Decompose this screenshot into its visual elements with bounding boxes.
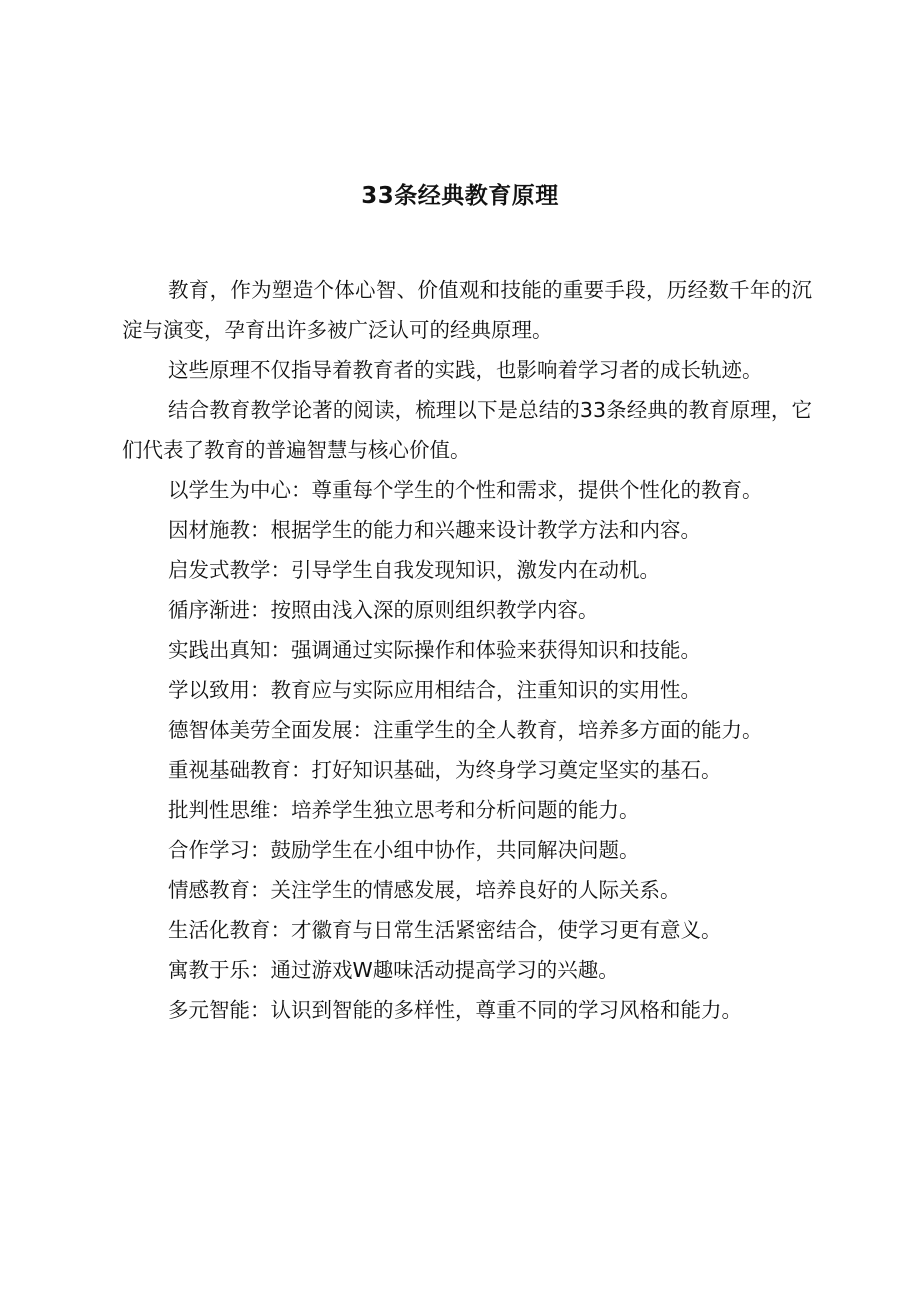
principle-item: 启发式教学：引导学生自我发现知识，激发内在动机。 [168, 558, 660, 582]
principle-item: 循序渐进：按照由浅入深的原则组织教学内容。 [168, 598, 599, 622]
principle-item: 生活化教育：才徽育与日常生活紧密结合，使学习更有意义。 [168, 918, 722, 942]
principle-item: 重视基础教育：打好知识基础，为终身学习奠定坚实的基石。 [168, 758, 722, 782]
document-title: 33条经典教育原理 [361, 183, 559, 209]
intro-paragraph-2: 这些原理不仅指导着教育者的实践，也影响着学习者的成长轨迹。 [168, 358, 763, 382]
principle-item: 情感教育：关注学生的情感发展，培养良好的人际关系。 [168, 878, 681, 902]
principle-item: 批判性思维：培养学生独立思考和分析问题的能力。 [168, 798, 640, 822]
principle-item: 实践出真知：强调通过实际操作和体验来获得知识和技能。 [168, 638, 701, 662]
intro-paragraph-1: 教育，作为塑造个体心智、价值观和技能的重要手段，历经数千年的沉淀与演变，孕育出许多被广泛认可的经典原理。 [122, 278, 812, 342]
principle-item: 寓教于乐：通过游戏W趣味活动提高学习的兴趣。 [168, 958, 619, 982]
principle-item: 多元智能：认识到智能的多样性，尊重不同的学习风格和能力。 [168, 998, 742, 1022]
principle-item: 以学生为中心：尊重每个学生的个性和需求，提供个性化的教育。 [168, 478, 763, 502]
principle-item: 合作学习：鼓励学生在小组中协作，共同解决问题。 [168, 838, 640, 862]
intro-paragraph-3: 结合教育教学论著的阅读，梳理以下是总结的33条经典的教育原理，它们代表了教育的普遍智慧与核心价值。 [122, 398, 812, 462]
principle-item: 因材施教：根据学生的能力和兴趣来设计教学方法和内容。 [168, 518, 701, 542]
principle-item: 德智体美劳全面发展：注重学生的全人教育，培养多方面的能力。 [168, 718, 763, 742]
principle-item: 学以致用：教育应与实际应用相结合，注重知识的实用性。 [168, 678, 701, 702]
document-body [122, 270, 812, 1030]
